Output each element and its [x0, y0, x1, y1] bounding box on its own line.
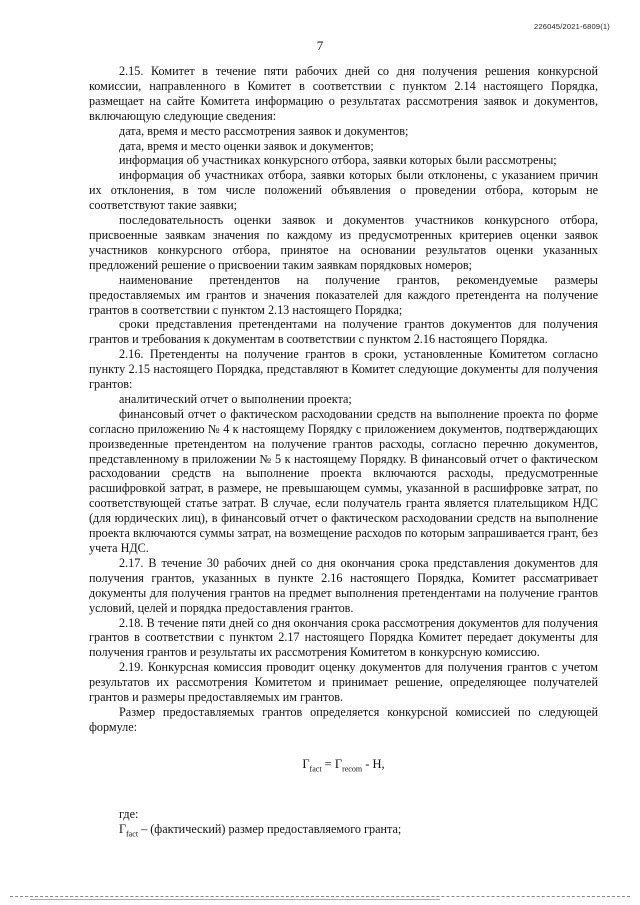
- formula-lhs-subscript: fact: [309, 764, 322, 774]
- list-item: последовательность оценки заявок и документов участников конкурсного отбора, присвоенные заявкам значения по каждому из предусмотренных критериев оценки заявок участников конкурсного отбора, принятое на основании результатов оценки указанных предложений решение о присвоении таким заявкам порядковых номеров;: [89, 213, 598, 272]
- formula-rhs-term1: Г: [334, 756, 343, 771]
- formula-lhs: Г: [302, 756, 310, 771]
- list-item: сроки представления претендентами на получение грантов документов для получения грантов и требования к документам в соответствии с пунктом 2.16 настоящего Порядка.: [89, 317, 598, 347]
- definition-symbol-subscript: fact: [126, 829, 139, 839]
- list-item: информация об участниках отбора, заявки которых были отклонены, с указанием причин их отклонения, в том числе положений объявления о проведении отбора, которым не соответствуют такие заявки;: [89, 168, 598, 213]
- list-item: аналитический отчет о выполнении проекта;: [119, 391, 352, 406]
- formula-intro: Размер предоставляемых грантов определяется конкурсной комиссией по следующей формуле:: [89, 704, 598, 734]
- grant-formula: [89, 757, 598, 777]
- scan-edge-line-secondary: [30, 899, 440, 900]
- definition-line: [89, 822, 598, 842]
- definition-text: – (фактический) размер предоставляемого гранта;: [138, 822, 402, 837]
- where-label: где:: [119, 807, 139, 822]
- formula-equals: =: [321, 756, 335, 771]
- formula-minus: -: [362, 756, 373, 771]
- document-body: [89, 64, 598, 842]
- page-number: 7: [316, 38, 324, 53]
- paragraph-2-15: 2.15. Комитет в течение пяти рабочих дней со дня получения решения конкурсной комиссии, направленного в Комитет в соответствии с пунктом 2.14 настоящего Порядка, размещает на сайте Комитета информацию о результатах рассмотрения заявок и документов, включающую следующие сведения:: [89, 64, 598, 123]
- paragraph-2-17: 2.17. В течение 30 рабочих дней со дня окончания срока представления документов для получения грантов, указанных в пункте 2.16 настоящего Порядка, Комитет рассматривает документы для получения грантов на предмет выполнения претендентами на получение грантов условий, целей и порядка предоставления грантов.: [89, 555, 598, 615]
- paragraph-2-19: 2.19. Конкурсная комиссия проводит оценку документов для получения грантов с учетом результатов их рассмотрения Комитетом и принимает решение, определяющее получателей грантов и размеры предоставляемых им грантов.: [89, 660, 598, 705]
- list-item: дата, время и место оценки заявок и документов;: [119, 138, 374, 153]
- list-item: наименование претендентов на получение грантов, рекомендуемые размеры предоставляемых им грантов и значения показателей для каждого претендента на получение грантов в соответствии с пунктом 2.13 настоящего Порядка;: [89, 272, 598, 317]
- list-item: дата, время и место рассмотрения заявок и документов;: [119, 123, 409, 138]
- paragraph-2-16: 2.16. Претенденты на получение грантов в сроки, установленные Комитетом согласно пункту 2.15 настоящего Порядка, представляют в Комитет следующие документы для получения грантов:: [89, 347, 598, 392]
- list-item: информация об участниках конкурсного отбора, заявки которых были рассмотрены;: [119, 153, 557, 168]
- scan-edge-line: [10, 896, 630, 897]
- paragraph-2-18: 2.18. В течение пяти дней со дня окончания срока рассмотрения документов для получения грантов в соответствии с пунктом 2.17 настоящего Порядка Комитет передает документы для получения грантов и результаты их рассмотрения Комитетом в конкурсную комиссию.: [89, 615, 598, 660]
- definition-symbol: Г: [119, 822, 127, 837]
- formula-rhs-term1-subscript: recom: [342, 764, 363, 774]
- formula-rhs-term2: Н,: [372, 756, 385, 771]
- list-item: финансовый отчет о фактическом расходовании средств на выполнение проекта по форме согласно приложению № 4 к настоящему Порядку с приложением документов, подтверждающих произведенные претендентом на получение грантов расходы, согласно перечню документов, представленному в приложении № 5 к настоящему Порядку. В финансовый отчет о фактическом расходовании средств на выполнение проекта включаются расходы, предусмотренные расшифровкой затрат, в размере, не превышающем суммы, указанной в расшифровке затрат, по соответствующей статье затрат. В случае, если получатель гранта является плательщиком НДС (для юрдических лиц), в финансовый отчет о фактическом расходовании средств на выполнение проекта включаются суммы затрат, на возмещение расходов по которым запрашивается грант, без учета НДС.: [89, 406, 598, 555]
- document-id: 226045/2021-6809(1): [534, 22, 610, 31]
